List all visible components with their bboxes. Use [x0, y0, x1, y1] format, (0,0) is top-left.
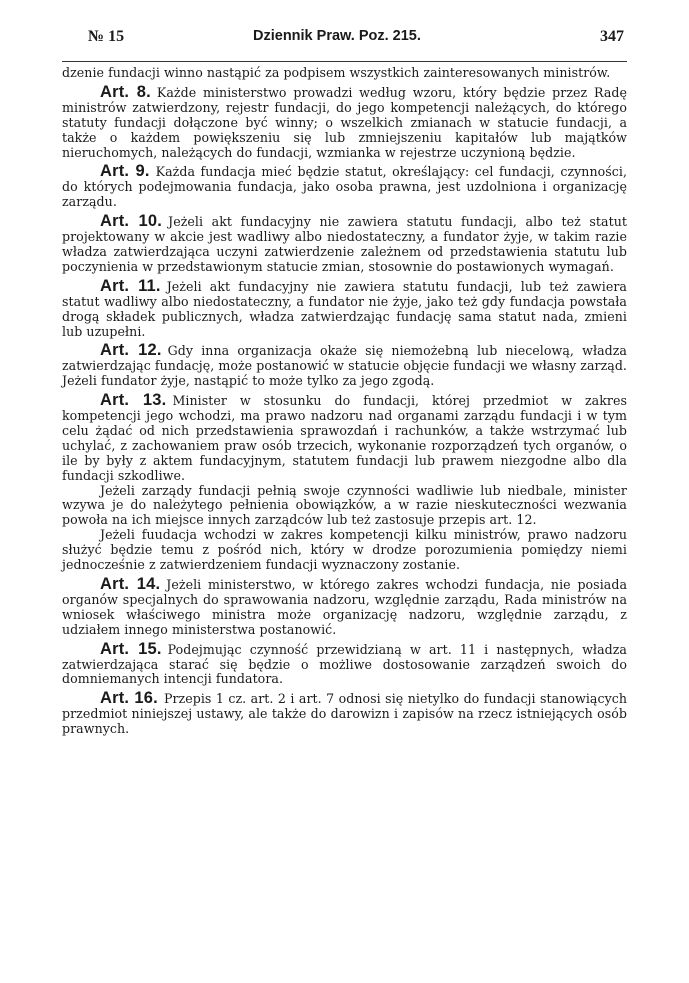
article-text: Przepis 1 cz. art. 2 i art. 7 odnosi się nietylko do fundacji stanowiących przedmiot niniejszej ustawy, ale także do darowizn i zapisów na rzecz istniejących osób prawnych.	[62, 691, 627, 737]
page-number: 347	[600, 28, 624, 45]
article-label: Art. 13.	[100, 391, 167, 410]
article-11	[62, 276, 627, 340]
article-text: Każde ministerstwo prowadzi według wzoru, który będzie przez Radę ministrów zatwierdzony, rejestr fundacji, do jego kompetencji należących, do którego statuty fundacji dołączone być winny; o wszelkich zmianach w statucie fundacji, a także o każdem powiększeniu się lub zmniejszeniu kapitałów lub majątków nieruchomych, należących do fundacji, wzmianka w rejestrze uczynioną będzie.	[62, 84, 628, 160]
header-rule	[62, 61, 627, 62]
article-8	[62, 82, 628, 161]
article-label: Art. 9.	[100, 162, 150, 181]
article-label: Art. 14.	[100, 575, 161, 593]
body-text	[62, 66, 627, 737]
article-text: Gdy inna organizacja okaże się niemożebną lub niecelową, władza zatwierdzając fundację, może postanowić w statucie objęcie fundacji we własny zarząd. Jeżeli fundator żyje, nastąpić to może tylko za jego zgodą.	[62, 343, 627, 389]
article-13	[62, 393, 627, 483]
article-text: Podejmując czynność przewidzianą w art. 11 i następnych, władza zatwierdzająca starać się będzie o możliwe dostosowanie zarządzeń swoich do domniemanych intencji fundatora.	[62, 641, 627, 687]
article-label: Art. 12.	[100, 341, 162, 360]
article-text: Minister w stosunku do fundacji, której przedmiot w zakres kompetencji jego wchodzi, ma prawo nadzoru nad organami zarządu fundacji i w tym celu żądać od nich przedstawienia sprawozdań i rachunków, a także wstrzymać lub uchylać, z zachowaniem praw osób trzecich, wykonanie rozporządzeń tych organów, o ile by były z aktem fundacyjnym, statutem fundacji lub prawem niezgodne albo dla fundacji szkodliwe.	[62, 393, 627, 483]
article-label: Art. 10.	[100, 212, 163, 231]
article-label: Art. 15.	[100, 639, 162, 658]
article-label: Art. 11.	[100, 276, 161, 295]
article-label: Art. 16.	[100, 689, 158, 708]
article-13-paragraph-3: Jeżeli fuudacja wchodzi w zakres kompetencji kilku ministrów, prawo nadzoru służyć będzie temu z pośród nich, który w drodze porozumienia pomiędzy niemi jednocześnie z zatwierdzeniem fundacji wyznaczony zostanie.	[62, 527, 627, 573]
article-text: Jeżeli akt fundacyjny nie zawiera statutu fundacji, lub też zawiera statut wadliwy albo niedostateczny, a fundator nie żyje, jako też gdy fundacja powstała drogą składek publicznych, władza zatwierdzając fundację sama statut nada, zmieni lub uzupełni.	[62, 278, 627, 339]
article-15	[62, 639, 627, 688]
article-14	[62, 577, 627, 638]
article-9	[62, 164, 627, 210]
page-header	[88, 28, 624, 58]
article-12	[62, 343, 627, 389]
article-label: Art. 8.	[100, 82, 151, 101]
article-13-paragraph-2: Jeżeli zarządy fundacji pełnią swoje czynności wadliwie lub niedbale, minister wzywa je do należytego pełnienia obowiązków, a w razie nieskuteczności wezwania powoła na ich miejsce innych zarządców lub też zastosuje przepis art. 12.	[62, 482, 627, 528]
article-text: Jeżeli akt fundacyjny nie zawiera statutu fundacji, albo też statut projektowany w akcie jest wadliwy albo niedostateczny, a fundator żyje, w takim razie władza zatwierdzająca uczyni zatwierdzenie zależnem od przedstawienia statutu lub poczynienia w przedstawionym statucie zmian, stosownie do postawionych wymagań.	[62, 214, 627, 274]
article-text: Jeżeli ministerstwo, w którego zakres wchodzi fundacja, nie posiada organów specjalnych do sprawowania nadzoru, względnie zarządu, Rada ministrów na wniosek właściwego ministra może organizację nadzoru, względnie zarządu, z udziałem innego ministerstwa postanowić.	[62, 577, 628, 637]
article-10	[62, 214, 627, 275]
intro-paragraph: dzenie fundacji winno nastąpić za podpisem wszystkich zainteresowanych ministrów.	[62, 65, 611, 80]
article-16	[62, 691, 627, 737]
journal-title: Dziennik Praw. Poz. 215.	[253, 28, 421, 44]
article-text: Każda fundacja mieć będzie statut, określający: cel fundacji, czynności, do których podejmowania fundacja, jako osoba prawna, jest uzdolniona i organizację zarządu.	[62, 164, 627, 210]
issue-number: № 15	[88, 28, 125, 45]
